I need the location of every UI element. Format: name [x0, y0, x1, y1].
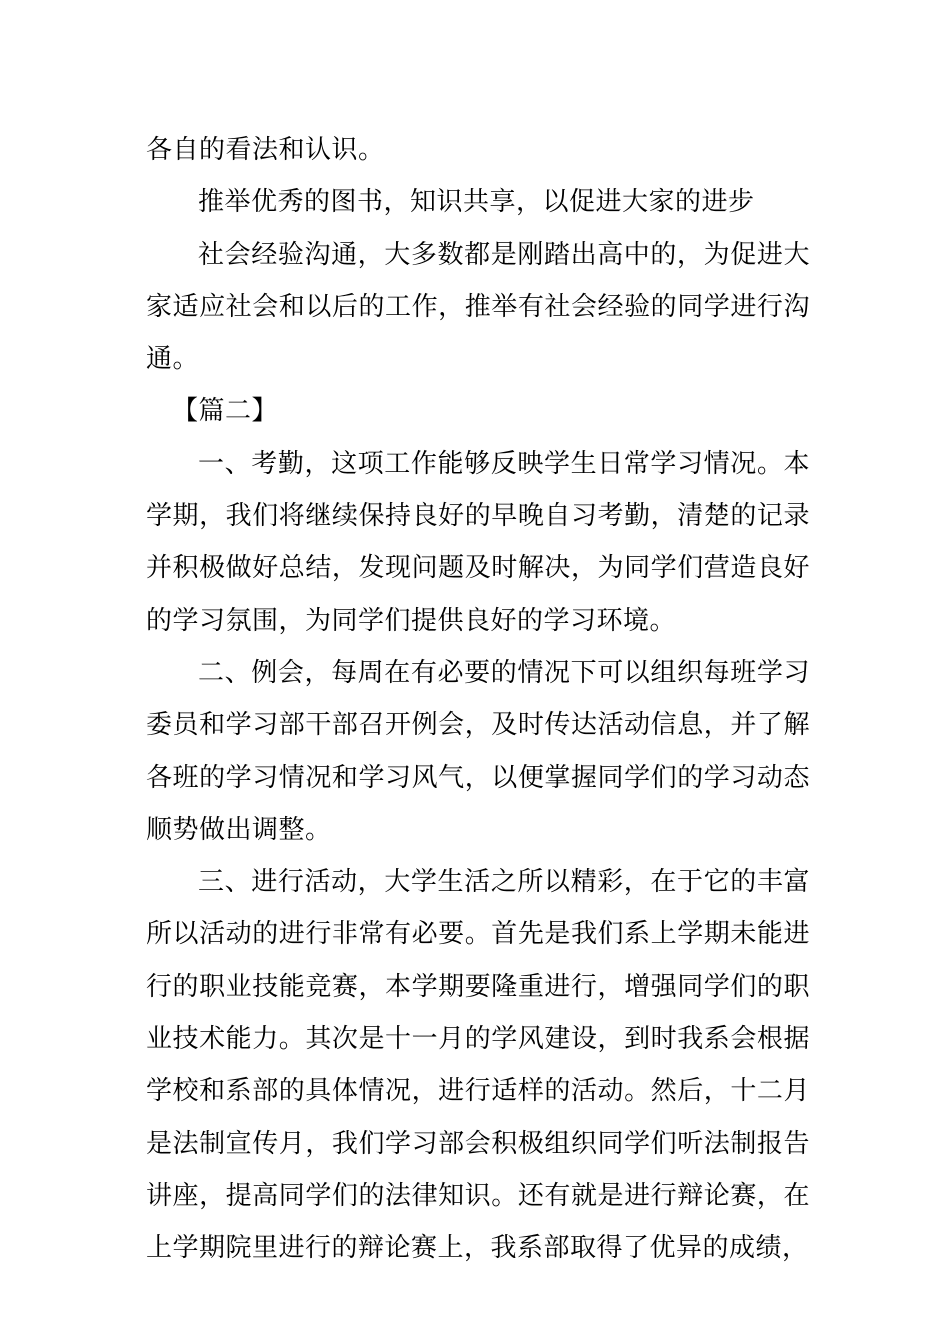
- paragraph-activities: 三、进行活动，大学生活之所以精彩，在于它的丰富所以活动的进行非常有必要。首先是我们系上学期未能进行的职业技能竞赛，本学期要隆重进行，增强同学们的职业技术能力。其次是十一月的学风建设，到时我系会根据学校和系部的具体情况，进行适样的活动。然后，十二月是法制宣传月，我们学习部会积极组织同学们听法制报告讲座，提高同学们的法律知识。还有就是进行辩论赛，在上学期院里进行的辩论赛上，我系部取得了优异的成绩，: [146, 867, 810, 1264]
- paragraph-attendance: 一、考勤，这项工作能够反映学生日常学习情况。本学期，我们将继续保持良好的早晚自习考勤，清楚的记录并积极做好总结，发现问题及时解决，为同学们营造良好的学习氛围，为同学们提供良好的学习环境。: [146, 448, 810, 636]
- paragraph-meetings: 二、例会，每周在有必要的情况下可以组织每班学习委员和学习部干部召开例会，及时传达活动信息，并了解各班的学习情况和学习风气，以便掌握同学们的学习动态顺势做出调整。: [146, 657, 810, 845]
- paragraph-recommend-books: 推举优秀的图书，知识共享，以促进大家的进步: [198, 187, 755, 218]
- paragraph-continuation: 各自的看法和认识。: [146, 135, 385, 165]
- section-heading: 【篇二】: [172, 396, 279, 427]
- paragraph-social-experience: 社会经验沟通，大多数都是刚踏出高中的，为促进大家适应社会和以后的工作，推举有社会经验的同学进行沟通。: [146, 239, 810, 375]
- document-body: [146, 124, 810, 1275]
